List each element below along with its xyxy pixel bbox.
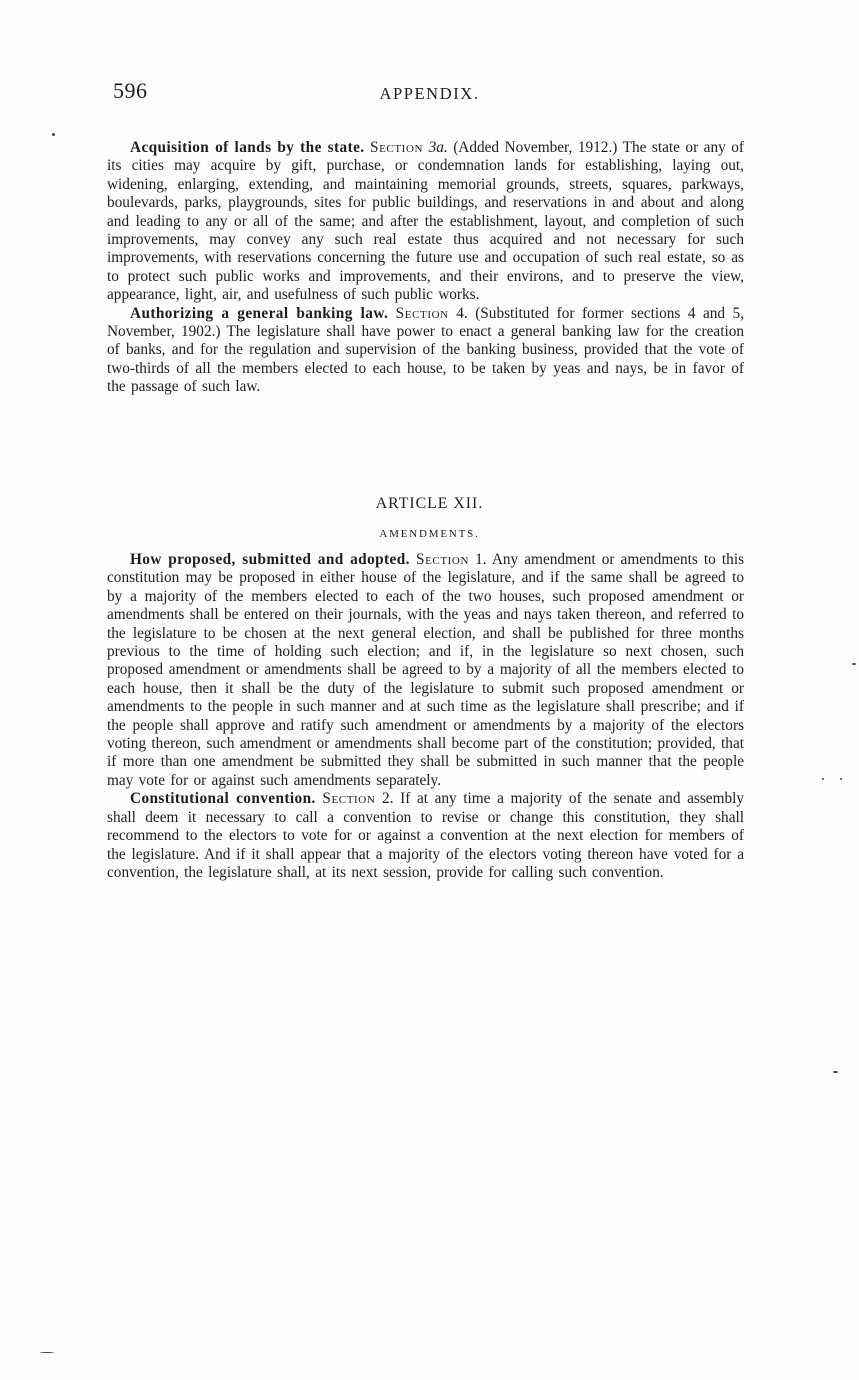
- section-paragraph: [107, 305, 744, 397]
- scan-speck: [852, 663, 856, 665]
- running-head: APPENDIX.: [379, 84, 480, 103]
- section-label: Section: [322, 790, 376, 808]
- section-number: 4.: [456, 304, 468, 322]
- page-number: 596: [113, 78, 148, 103]
- section-heading: How proposed, submitted and adopted.: [130, 551, 410, 568]
- section-label: Section: [415, 551, 470, 568]
- section-body: (Added November, 1912.) The state or any of its cities may acquire by gift, purchase, or condemnation lands for establishing, laying out, widening, enlarging, extending, and maintaining memorial grounds, streets, squares, parkways, boulevards, parks, playgrounds, sites for public buildings, and reservations in and about and along and leading to any or all of the same; and after the establishment, layout, and completion of such improvements, may convey any such real estate thus acquired and not necessary for such improvements, with reservations concerning the future use and occupation of such real estate, so as to protect such public works and improvements, and their environs, and to preserve the view, appearance, light, air, and usefulness of such public works.: [107, 139, 745, 304]
- section-paragraph: [107, 139, 744, 305]
- section-paragraph: [107, 551, 744, 790]
- section-body: Any amendment or amendments to this constitution may be proposed in either house of the legislature, and if the same shall be agreed to by a majority of the members elected to each of the two houses, such proposed amendment or amendments shall be entered on their journals, with the yeas and nays taken thereon, and referred to the legislature to be chosen at the next general election, and shall be published for three months previous to the time of holding such election; and if, in the legislature so next chosen, such proposed amendment or amendments shall be agreed to by a majority of all the members elected to each house, then it shall be the duty of the legislature to submit such proposed amendment or amendments to the people in such manner and at such time as the legislature shall prescribe; and if the people shall approve and ratify such amendment or amendments by a majority of the electors voting thereon, such amendment or amendments shall become part of the constitution; provided, that if more than one amendment be submitted they shall be submitted in such manner that the people may vote for or against such amendments separately.: [107, 551, 745, 789]
- scan-speck: [822, 778, 824, 780]
- section-body: If at any time a majority of the senate and assembly shall deem it necessary to call a convention to revise or change this constitution, they shall recommend to the electors to vote for or against a convention at the next election for members of the legislature. And if it shall appear that a majority of the electors voting thereon have voted for a convention, the legislature shall, at its next session, provide for calling such convention.: [107, 790, 745, 881]
- section-heading: Acquisition of lands by the state.: [130, 139, 365, 156]
- article-continuation: [107, 139, 744, 397]
- section-number: 3a.: [428, 139, 448, 156]
- scan-speck: [40, 1352, 54, 1353]
- scan-speck: [840, 778, 842, 780]
- scan-speck: [833, 1071, 838, 1073]
- section-label: Section: [370, 139, 424, 156]
- section-label: Section: [395, 304, 449, 322]
- section-body: (Substituted for former sections 4 and 5, November, 1902.) The legislature shall have power to enact a general banking law for the creation of banks, and for the regulation and supervision of the banking business, provided that the vote of two-thirds of all the members elected to each house, to be taken by yeas and nays, be in favor of the passage of such law.: [107, 304, 745, 396]
- article-subtitle: AMENDMENTS.: [379, 528, 480, 540]
- section-number: 2.: [382, 790, 394, 808]
- section-paragraph: [107, 790, 744, 882]
- section-number: 1.: [475, 551, 487, 568]
- section-heading: Constitutional convention.: [130, 790, 316, 808]
- scan-speck: [52, 133, 55, 136]
- article-body: [107, 551, 744, 882]
- section-heading: Authorizing a general banking law.: [130, 304, 389, 322]
- article-title: ARTICLE XII.: [375, 495, 484, 512]
